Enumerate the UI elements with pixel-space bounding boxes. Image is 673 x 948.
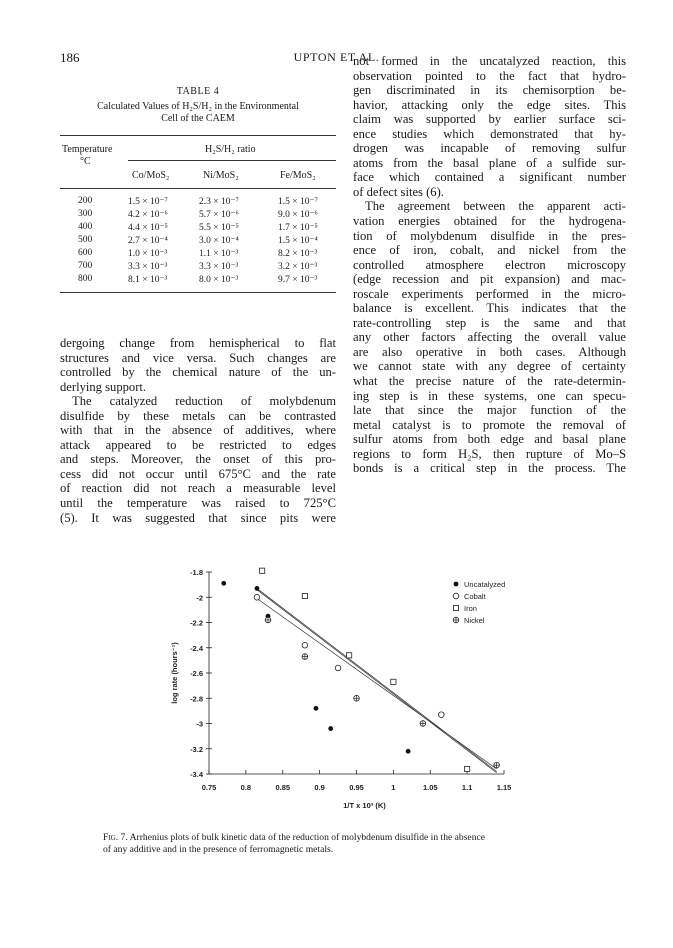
table-cell-ratio: 9.0 × 10⁻⁶ — [278, 210, 318, 220]
text-line: sulfur atoms from both edge and basal plane — [353, 432, 626, 447]
legend-label: Cobalt — [464, 592, 486, 601]
text-line: claim was supported by earlier surface sci- — [353, 112, 626, 127]
x-tick-label: 1 — [391, 783, 396, 792]
text-line: face which contained a significant number — [353, 170, 626, 185]
table-cell-ratio: 3.3 × 10⁻³ — [199, 262, 239, 272]
table-caption-line1: Calculated Values of H₂S/H₂ in the Environmental — [97, 101, 299, 112]
y-tick-label: -2.2 — [190, 618, 203, 628]
text-line: gen discriminated in its chemisorption be- — [353, 83, 626, 98]
text-line: rate-controlling step is the same and that — [353, 315, 626, 330]
legend-label: Nickel — [464, 616, 485, 625]
text-line: until the temperature was raised to 725°C — [60, 496, 336, 511]
figure-label: Fig. 7. — [103, 832, 128, 843]
header-unit: °C — [80, 156, 91, 167]
column-header-ni: Ni/MoS₂ — [203, 170, 239, 181]
text-line: not formed in the uncatalyzed reaction, this — [353, 54, 626, 68]
x-tick-label: 0.85 — [275, 783, 291, 792]
iron-point — [347, 653, 352, 658]
text-line: derlying support. — [60, 379, 147, 394]
x-tick-label: 1.15 — [496, 783, 512, 792]
table-cell-temperature: 700 — [78, 261, 93, 271]
table-cell-ratio: 4.2 × 10⁻⁶ — [128, 210, 168, 220]
cobalt-point — [439, 712, 445, 718]
text-line: metal catalyst is to promote the removal of — [353, 417, 626, 432]
text-line: attack appeared to be restricted to edges — [60, 437, 336, 452]
table-cell-temperature: 400 — [78, 222, 93, 232]
text-line: dergoing change from hemispherical to flat — [60, 336, 336, 350]
column-header-fe: Fe/MoS₂ — [280, 170, 316, 181]
y-tick-label: -3 — [196, 719, 203, 729]
table-cell-ratio: 8.0 × 10⁻³ — [199, 275, 239, 285]
table-caption-line2: Cell of the CAEM — [161, 113, 235, 124]
page-number: 186 — [60, 50, 80, 65]
text-line: ence of iron, cobalt, and nickel from the — [353, 243, 626, 258]
text-line: tion of molybdenum disulfide in the pres- — [353, 228, 626, 243]
y-tick-label: -2.8 — [190, 694, 203, 704]
table-title: TABLE 4 — [176, 86, 220, 97]
figure-caption-line2: of any additive and in the presence of ferromagnetic metals. — [103, 844, 334, 855]
table-cell-ratio: 3.3 × 10⁻³ — [128, 262, 168, 272]
table-cell-ratio: 3.0 × 10⁻⁴ — [199, 236, 239, 246]
y-tick-label: -3.4 — [190, 770, 203, 779]
text-line: roscale experiments performed in the micro- — [353, 286, 626, 301]
text-line: disulfide by these metals can be contrasted — [60, 408, 336, 423]
table-cell-ratio: 1.0 × 10⁻³ — [128, 249, 168, 259]
text-line: ence studies which demonstrated that hy- — [353, 126, 626, 141]
x-tick-label: 1.1 — [461, 783, 473, 792]
legend-uncatalyzed-marker — [454, 582, 459, 587]
table-cell-temperature: 600 — [78, 248, 93, 258]
y-tick-label: -2.6 — [190, 669, 203, 678]
y-axis-label: log rate (hours⁻¹) — [170, 642, 179, 704]
text-line: structures and vice versa. Such changes are — [60, 350, 336, 365]
text-line: are also operative in both cases. Although — [353, 344, 626, 359]
uncatalyzed-point — [221, 581, 226, 586]
column-header-co: Co/MoS₂ — [132, 170, 170, 181]
text-line: havior, attacking only the edge sites. This — [353, 97, 626, 112]
header-ratio-group: H₂S/H₂ ratio — [205, 144, 256, 155]
text-line: regions to form H₂S, then rupture of Mo–S — [353, 446, 626, 461]
text-line: controlled by the chemical nature of the un- — [60, 365, 336, 380]
table-cell-ratio: 1.5 × 10⁻⁷ — [278, 197, 318, 207]
text-line: atoms from the basal plane of a sulfide sur- — [353, 155, 626, 170]
legend-cobalt-marker — [453, 593, 459, 599]
legend-iron-marker — [453, 605, 458, 610]
text-line: The agreement between the apparent acti- — [365, 199, 626, 214]
table-cell-ratio: 4.4 × 10⁻⁵ — [128, 223, 168, 233]
text-line: The catalyzed reduction of molybdenum — [72, 394, 336, 409]
text-line: late that since the major function of the — [353, 403, 626, 418]
text-line: of defect sites (6). — [353, 184, 444, 199]
cobalt-point — [335, 665, 341, 671]
y-tick-label: -3.2 — [190, 744, 203, 754]
figure-caption-line1: Arrhenius plots of bulk kinetic data of the reduction of molybdenum disulfide in the absence — [129, 832, 486, 843]
uncatalyzed-point — [314, 706, 319, 711]
text-line: we cannot state with any degree of certainty — [353, 359, 626, 374]
table-cell-ratio: 8.1 × 10⁻³ — [128, 275, 168, 285]
text-line: bonds is a critical step in the process. The — [353, 461, 626, 476]
fit-line — [257, 599, 497, 769]
x-tick-label: 0.95 — [349, 783, 364, 792]
text-line: any other factors affecting the overall value — [353, 330, 626, 345]
uncatalyzed-point — [328, 726, 333, 731]
figure-caption — [103, 832, 573, 856]
table-cell-ratio: 3.2 × 10⁻³ — [278, 262, 318, 272]
table-cell-temperature: 300 — [78, 209, 93, 219]
text-line: what the precise nature of the rate-determin- — [353, 374, 626, 389]
iron-point — [260, 568, 265, 573]
text-line: vation energies obtained for the hydrogena- — [353, 214, 626, 229]
text-line: balance is excellent. This indicates that the — [353, 301, 626, 316]
table-cell-ratio: 1.5 × 10⁻⁷ — [128, 197, 168, 207]
iron-point — [465, 766, 470, 771]
x-tick-label: 0.8 — [240, 783, 252, 792]
table-cell-ratio: 1.5 × 10⁻⁴ — [278, 236, 318, 246]
text-line: drogen was incapable of removing sulfur — [353, 141, 626, 156]
y-tick-label: -2 — [196, 593, 203, 603]
table-cell-temperature: 500 — [78, 235, 93, 245]
uncatalyzed-point — [406, 749, 411, 754]
y-tick-label: -1.8 — [190, 568, 203, 577]
table-cell-ratio: 5.5 × 10⁻⁵ — [199, 223, 239, 233]
table-cell-ratio: 1.1 × 10⁻³ — [199, 249, 239, 259]
text-line: observation pointed to the fact that hydro- — [353, 68, 626, 83]
table-cell-ratio: 1.7 × 10⁻⁵ — [278, 223, 318, 233]
x-axis-label: 1/T x 10³ (K) — [343, 801, 386, 810]
iron-point — [302, 593, 307, 598]
text-line: and steps. Moreover, the onset of this pro- — [60, 452, 336, 467]
table-cell-temperature: 200 — [78, 196, 93, 206]
iron-point — [391, 679, 396, 684]
text-line: controlled atmosphere electron microscopy — [353, 257, 626, 272]
table-cell-ratio: 2.3 × 10⁻⁷ — [199, 197, 239, 207]
text-line: (5). It was suggested that since pits were — [60, 510, 336, 525]
table-cell-ratio: 2.7 × 10⁻⁴ — [128, 236, 168, 246]
x-tick-label: 0.9 — [314, 783, 325, 792]
text-line: of reaction did not reach a measurable level — [60, 481, 336, 496]
uncatalyzed-point — [255, 586, 260, 591]
text-line: ing step is in these systems, one can specu- — [353, 388, 626, 403]
text-line: cess did not occur until 675°C and the rate — [60, 466, 336, 481]
table-cell-ratio: 8.2 × 10⁻³ — [278, 249, 318, 259]
header-temperature: Temperature — [62, 144, 113, 155]
fit-line — [257, 590, 497, 773]
table-cell-ratio: 9.7 × 10⁻³ — [278, 275, 318, 285]
text-line: (edge recession and pit expansion) and mac- — [353, 272, 626, 287]
cobalt-point — [302, 642, 308, 648]
table-cell-temperature: 800 — [78, 274, 93, 284]
legend-label: Uncatalyzed — [464, 580, 506, 589]
text-line: with that in the absence of additives, where — [60, 423, 336, 438]
fit-line — [257, 588, 497, 771]
cobalt-point — [254, 594, 260, 600]
x-tick-label: 1.05 — [422, 783, 438, 792]
y-tick-label: -2.4 — [190, 643, 203, 653]
x-tick-label: 0.75 — [201, 783, 217, 792]
running-head: UPTON ET AL. — [293, 50, 380, 64]
legend-label: Iron — [464, 604, 477, 613]
table-cell-ratio: 5.7 × 10⁻⁶ — [199, 210, 239, 220]
